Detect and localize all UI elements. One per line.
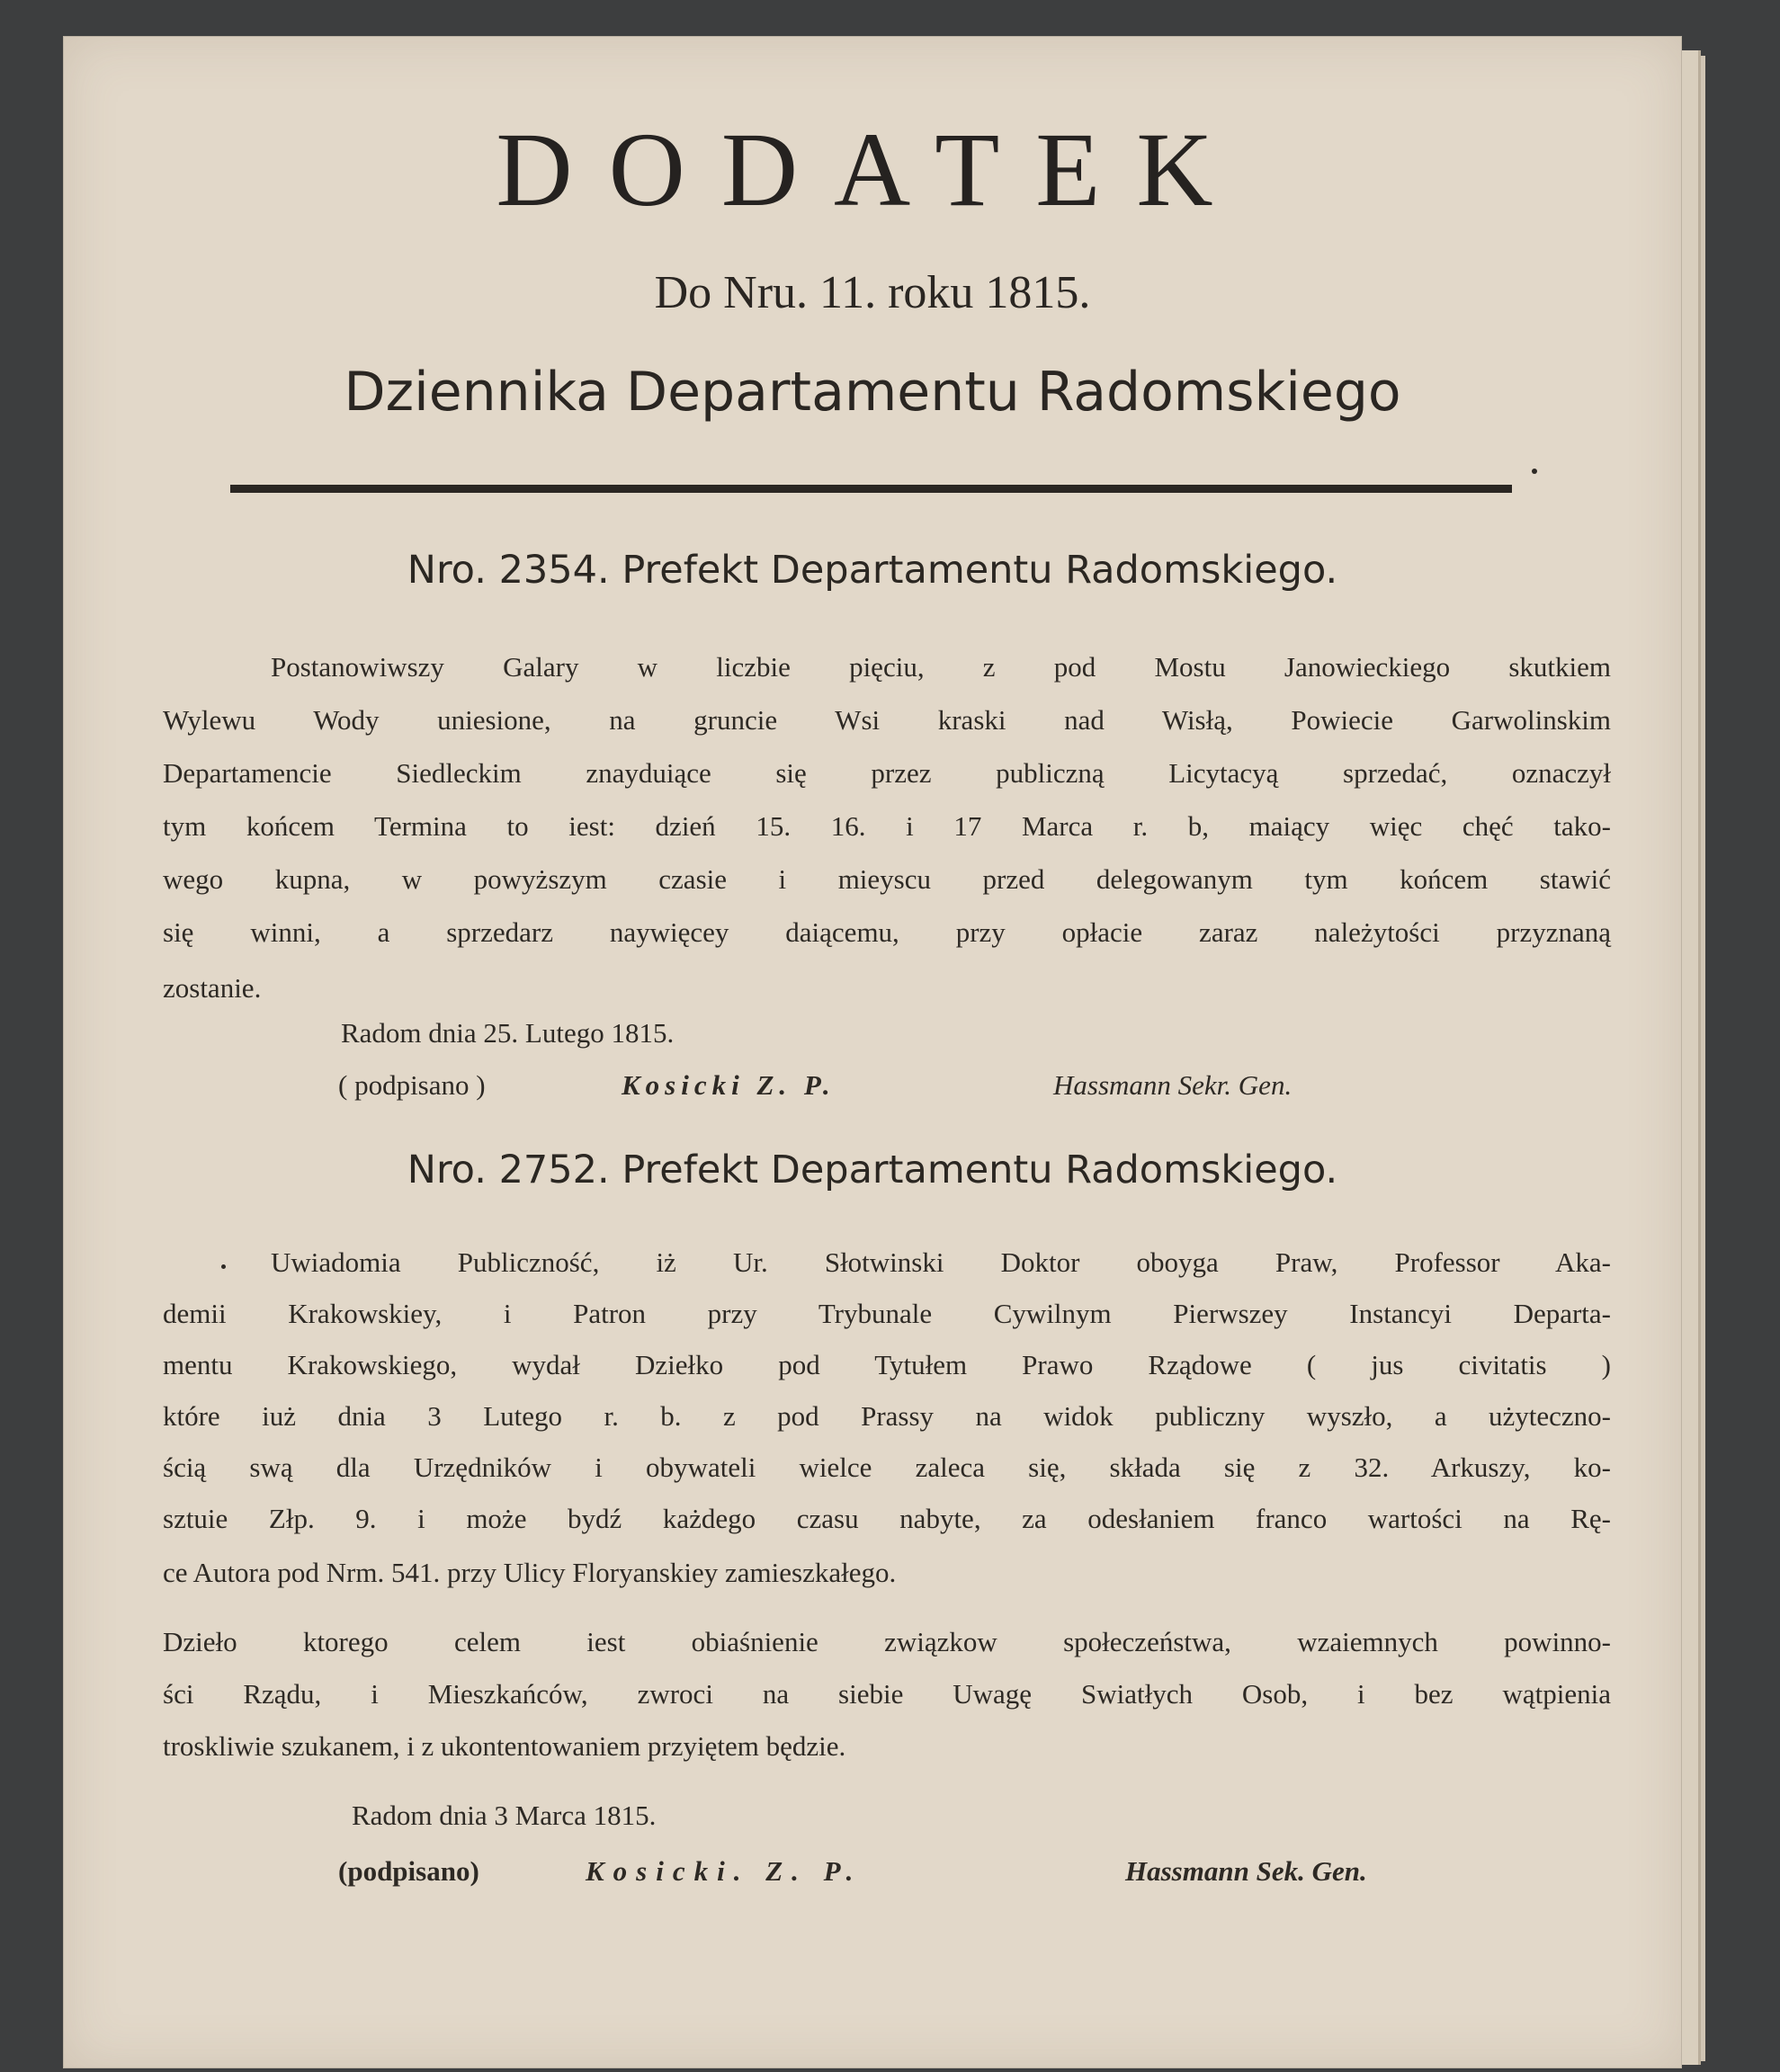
- notice-2-line: Dzieło ktorego celem iest obiaśnienie związkow społeczeństwa, wzaiemnych powinno-: [163, 1626, 1611, 1657]
- notice-1-line: wego kupna, w powyższym czasie i mieyscu przed delegowanym tym końcem stawić: [163, 863, 1611, 895]
- notice-1-line: Postanowiwszy Galary w liczbie pięciu, z pod Mostu Janowieckiego skutkiem: [271, 651, 1611, 683]
- notice-2-line: Uwiadomia Publiczność, iż Ur. Słotwinski Doktor oboyga Praw, Professor Aka-: [271, 1246, 1611, 1278]
- notice-1-line: zostanie.: [163, 972, 262, 1004]
- notice-2-signed-label: (podpisano): [338, 1855, 479, 1887]
- notice-2-line: mentu Krakowskiego, wydał Dziełko pod Tytułem Prawo Rządowe ( jus civitatis ): [163, 1349, 1611, 1380]
- notice-1-heading: Nro. 2354. Prefekt Departamentu Radomskiego.: [407, 548, 1338, 593]
- notice-1-line: się winni, a sprzedarz naywięcey daiącemu, przy opłacie zaraz należytości przyznaną: [163, 916, 1611, 948]
- issue-reference: Do Nru. 11. roku 1815.: [654, 267, 1091, 318]
- notice-2-line: ścią swą dla Urzędników i obywateli wielce zaleca się, składa się z 32. Arkuszy, ko-: [163, 1451, 1611, 1483]
- ink-speck: [221, 1264, 226, 1269]
- notice-1-line: Departamencie Siedleckim znayduiące się przez publiczną Licytacyą sprzedać, oznaczył: [163, 757, 1611, 789]
- document-page: [63, 36, 1682, 2068]
- notice-2-signer-secretary: Hassmann Sek. Gen.: [1125, 1855, 1367, 1887]
- notice-2-heading: Nro. 2752. Prefekt Departamentu Radomskiego.: [407, 1148, 1338, 1192]
- notice-1-signer-prefect: Kosicki Z. P.: [622, 1069, 836, 1101]
- document-title: DODATEK: [496, 111, 1249, 228]
- publication-name: Dziennika Departamentu Radomskiego: [344, 361, 1401, 424]
- notice-2-signer-prefect: Kosicki. Z. P.: [586, 1855, 863, 1887]
- notice-1-signed-label: ( podpisano ): [338, 1069, 486, 1101]
- notice-1-date: Radom dnia 25. Lutego 1815.: [341, 1017, 675, 1049]
- ink-speck: [1532, 469, 1537, 474]
- notice-1-line: Wylewu Wody uniesione, na gruncie Wsi kraski nad Wisłą, Powiecie Garwolinskim: [163, 704, 1611, 736]
- header-rule: [230, 485, 1512, 493]
- notice-2-date: Radom dnia 3 Marca 1815.: [352, 1800, 657, 1831]
- notice-2-line: troskliwie szukanem, i z ukontentowaniem przyiętem będzie.: [163, 1730, 846, 1762]
- notice-1-line: tym końcem Termina to iest: dzień 15. 16. i 17 Marca r. b, maiący więc chęć tako-: [163, 810, 1611, 842]
- notice-2-line: sztuie Złp. 9. i może bydź każdego czasu nabyte, za odesłaniem franco wartości na Rę-: [163, 1503, 1611, 1534]
- notice-2-line: demii Krakowskiey, i Patron przy Trybunale Cywilnym Pierwszey Instancyi Departa-: [163, 1298, 1611, 1329]
- notice-1-signer-secretary: Hassmann Sekr. Gen.: [1053, 1069, 1293, 1101]
- notice-2-line: które iuż dnia 3 Lutego r. b. z pod Prassy na widok publiczny wyszło, a użyteczno-: [163, 1400, 1611, 1432]
- notice-2-line: ści Rządu, i Mieszkańców, zwroci na siebie Uwagę Swiatłych Osob, i bez wątpienia: [163, 1678, 1611, 1710]
- notice-2-line: ce Autora pod Nrm. 541. przy Ulicy Floryanskiey zamieszkałego.: [163, 1557, 897, 1588]
